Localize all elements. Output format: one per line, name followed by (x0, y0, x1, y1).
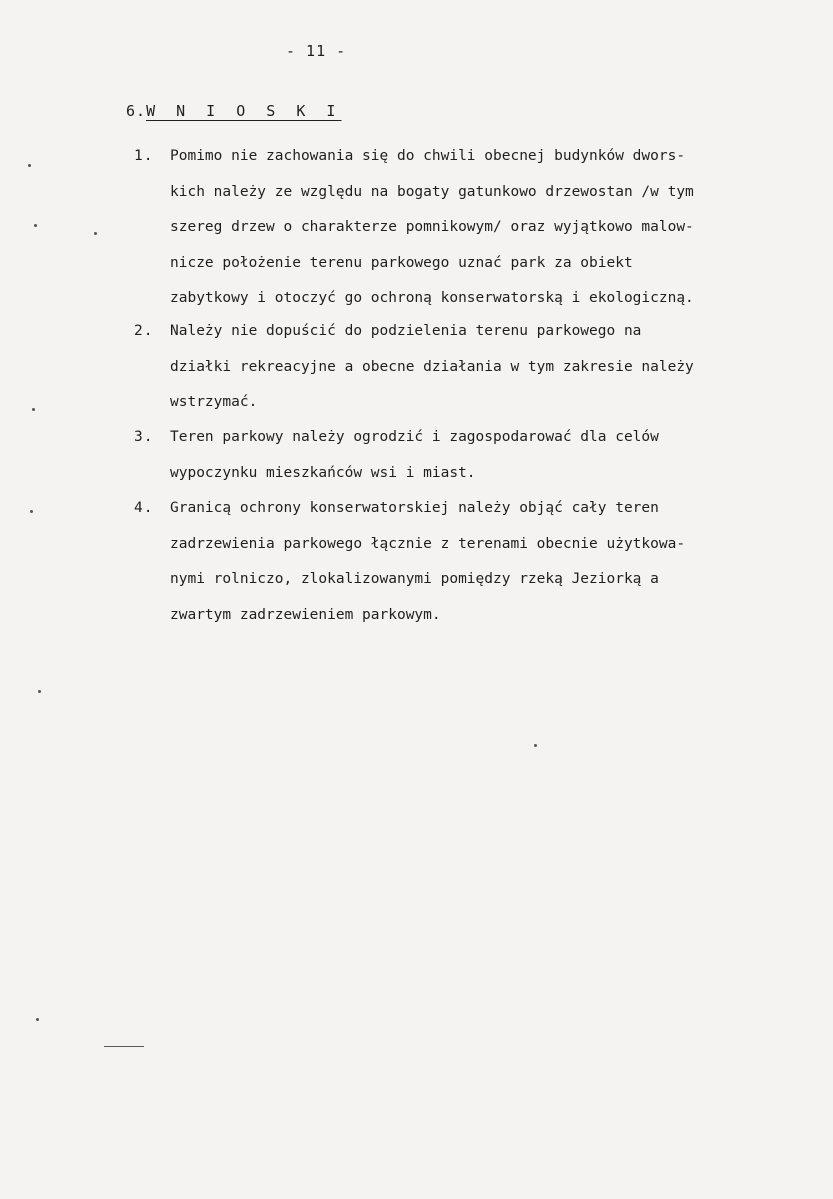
section-title: W N I O S K I (146, 102, 342, 120)
page-number: - 11 - (286, 42, 347, 60)
item-line: Granicą ochrony konserwatorskiej należy objąć cały teren (170, 500, 659, 516)
item-number: 1. (134, 148, 154, 164)
item-line: Teren parkowy należy ogrodzić i zagospodarować dla celów (170, 429, 659, 445)
item-line: nymi rolniczo, zlokalizowanymi pomiędzy rzeką Jeziorką a (170, 571, 659, 587)
footnote-rule (104, 1046, 144, 1047)
item-line: zadrzewienia parkowego łącznie z terenami obecnie użytkowa- (170, 535, 686, 552)
conclusion-item-1 (134, 139, 814, 317)
item-line: wypoczynku mieszkańców wsi i miast. (170, 464, 476, 481)
item-line: kich należy ze względu na bogaty gatunkowo drzewostan /w tym (170, 183, 694, 200)
conclusion-item-2 (134, 314, 814, 421)
scan-speck (534, 744, 537, 747)
section-heading (126, 102, 341, 120)
section-number: 6. (126, 102, 147, 120)
item-text (170, 139, 810, 317)
item-line: działki rekreacyjne a obecne działania w tym zakresie należy (170, 358, 694, 375)
item-line: Należy nie dopuścić do podzielenia terenu parkowego na (170, 323, 642, 339)
conclusion-item-3 (134, 420, 814, 491)
scan-speck (94, 232, 97, 235)
item-line: zwartym zadrzewieniem parkowym. (170, 606, 441, 623)
item-line: zabytkowy i otoczyć go ochroną konserwatorską i ekologiczną. (170, 290, 694, 306)
scan-speck (38, 690, 41, 693)
scan-speck (28, 164, 31, 167)
item-number: 4. (134, 500, 154, 516)
conclusion-item-4 (134, 491, 814, 633)
item-text (170, 420, 810, 491)
scan-speck (30, 510, 33, 513)
scan-speck (36, 1018, 39, 1021)
item-line: szereg drzew o charakterze pomnikowym/ oraz wyjątkowo malow- (170, 219, 694, 235)
item-text (170, 314, 810, 421)
item-line: Pomimo nie zachowania się do chwili obecnej budynków dwors- (170, 148, 686, 164)
scan-speck (34, 224, 37, 227)
item-line: wstrzymać. (170, 394, 258, 410)
item-number: 3. (134, 429, 154, 445)
item-line: nicze położenie terenu parkowego uznać park za obiekt (170, 254, 633, 271)
item-text (170, 491, 810, 633)
scan-speck (32, 408, 35, 411)
item-number: 2. (134, 323, 154, 339)
